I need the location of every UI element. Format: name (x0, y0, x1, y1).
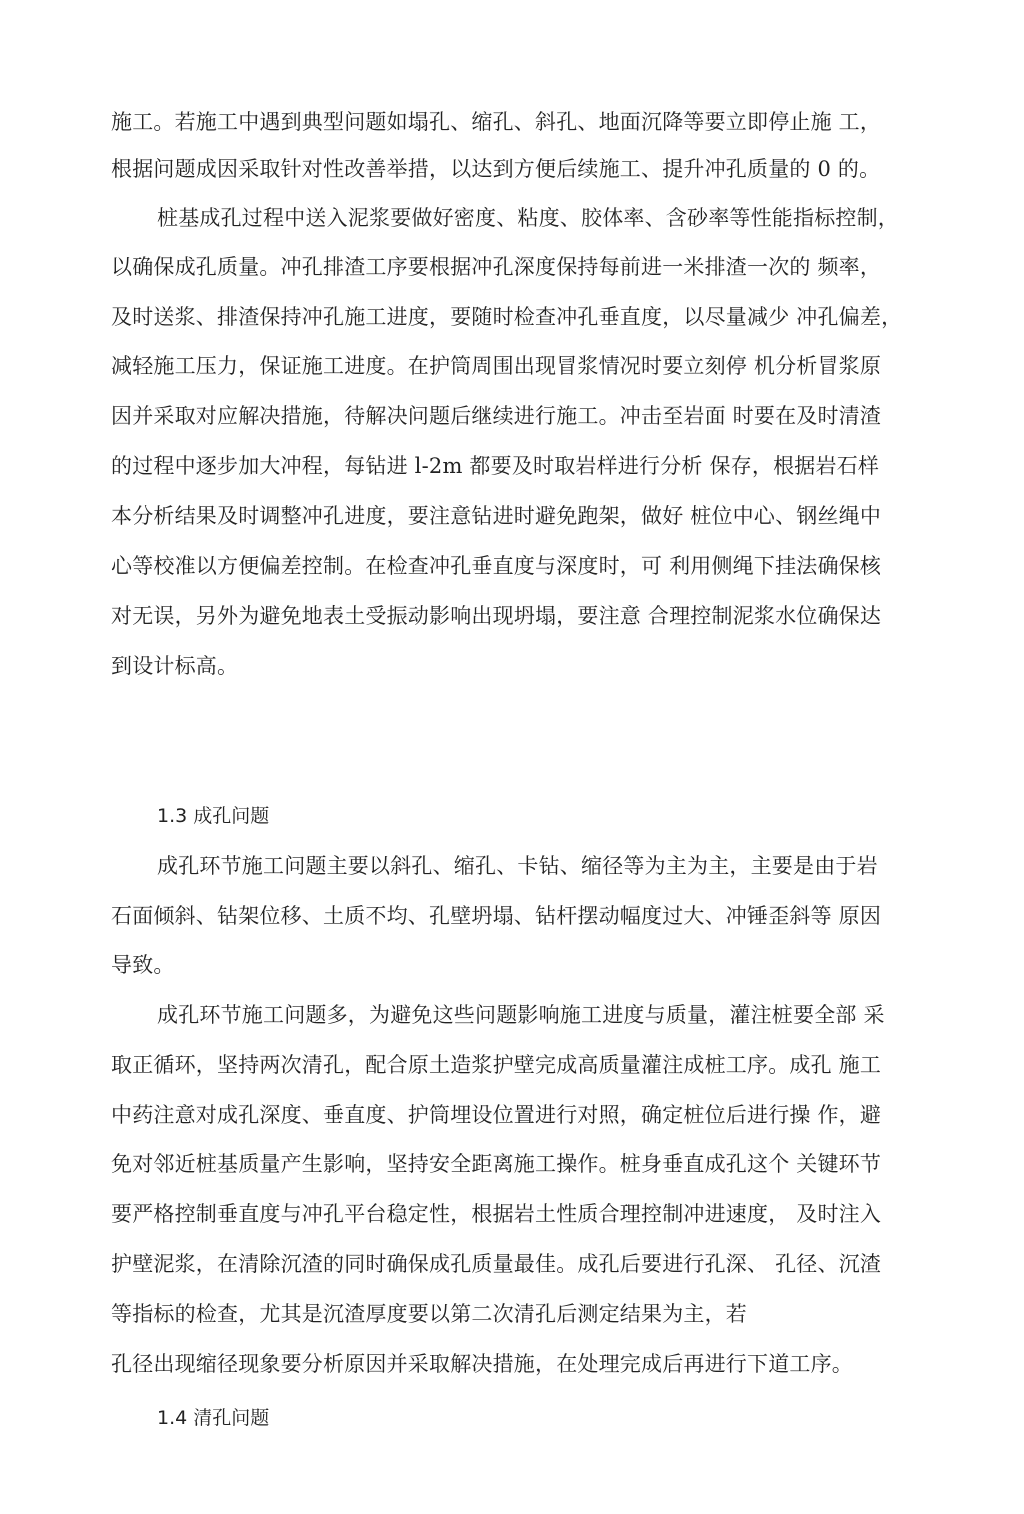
text-line: 成孔环节施工问题多，为避免这些问题影响施工进度与质量，灌注桩要全部 采 (157, 1003, 885, 1027)
text-line: 要严格控制垂直度与冲孔平台稳定性，根据岩土性质合理控制冲进速度， 及时注入 (111, 1202, 882, 1226)
text-line: 及时送浆、排渣保持冲孔施工进度，要随时检查冲孔垂直度，以尽量减少 冲孔偏差， (111, 305, 903, 329)
text-line: 到设计标高。 (111, 654, 239, 678)
text-line: 护壁泥浆，在清除沉渣的同时确保成孔质量最佳。成孔后要进行孔深、 孔径、沉渣 (111, 1252, 882, 1276)
text-line: 桩基成孔过程中送入泥浆要做好密度、粘度、胶体率、含砂率等性能指标控制， (157, 206, 899, 230)
text-line: 中药注意对成孔深度、垂直度、护筒埋设位置进行对照，确定桩位后进行操 作，避 (111, 1103, 882, 1127)
text-line: 导致。 (111, 953, 175, 977)
text-line: 施工。若施工中遇到典型问题如塌孔、缩孔、斜孔、地面沉降等要立即停止施 工， (111, 110, 882, 134)
section-heading: 1.3 成孔问题 (157, 805, 270, 827)
text-line: 的过程中逐步加大冲程，每钻进 l-2m 都要及时取岩样进行分析 保存，根据岩石样 (111, 454, 880, 478)
text-line: 对无误，另外为避免地表土受振动影响出现坍塌，要注意 合理控制泥浆水位确保达 (111, 604, 882, 628)
text-line: 成孔环节施工问题主要以斜孔、缩孔、卡钻、缩径等为主为主，主要是由于岩 (157, 854, 878, 878)
text-line: 因并采取对应解决措施，待解决问题后继续进行施工。冲击至岩面 时要在及时清渣 (111, 404, 882, 428)
text-line: 心等校准以方便偏差控制。在检查冲孔垂直度与深度时，可 利用侧绳下挂法确保核 (111, 554, 882, 578)
text-line: 石面倾斜、钻架位移、土质不均、孔壁坍塌、钻杆摆动幅度过大、冲锤歪斜等 原因 (111, 904, 882, 928)
text-line: 根据问题成因采取针对性改善举措，以达到方便后续施工、提升冲孔质量的 0 的。 (111, 157, 881, 181)
text-line: 等指标的检查，尤其是沉渣厚度要以第二次清孔后测定结果为主，若 (111, 1302, 747, 1326)
text-line: 本分析结果及时调整冲孔进度，要注意钻进时避免跑架，做好 桩位中心、钢丝绳中 (111, 504, 882, 528)
text-line: 免对邻近桩基质量产生影响，坚持安全距离施工操作。桩身垂直成孔这个 关键环节 (111, 1152, 882, 1176)
text-line: 以确保成孔质量。冲孔排渣工序要根据冲孔深度保持每前进一米排渣一次的 频率， (111, 255, 882, 279)
text-line: 取正循环，坚持两次清孔，配合原土造浆护壁完成高质量灌注成桩工序。成孔 施工 (111, 1053, 882, 1077)
text-line: 减轻施工压力，保证施工进度。在护筒周围出现冒浆情况时要立刻停 机分析冒浆原 (111, 354, 882, 378)
text-line: 孔径出现缩径现象要分析原因并采取解决措施，在处理完成后再进行下道工序。 (111, 1352, 853, 1376)
section-heading: 1.4 清孔问题 (157, 1407, 270, 1429)
